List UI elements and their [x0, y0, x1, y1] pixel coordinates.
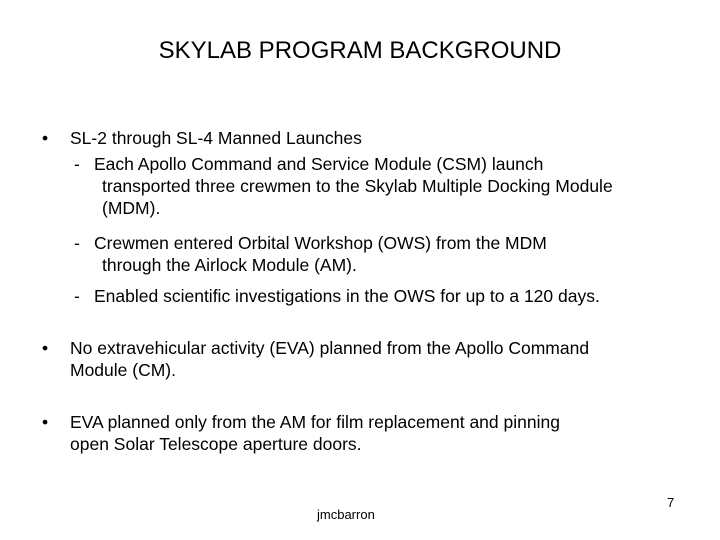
text-line: transported three crewmen to the Skylab Multiple Docking Module: [102, 176, 613, 196]
slide-title: SKYLAB PROGRAM BACKGROUND: [158, 37, 562, 64]
bullet-marker: •: [42, 128, 49, 148]
page-number: 7: [667, 495, 675, 510]
text-line: open Solar Telescope aperture doors.: [70, 434, 362, 454]
bullet-text: SL-2 through SL-4 Manned Launches: [70, 128, 362, 148]
sub-item-marker: -: [74, 154, 80, 174]
bullet-text: [70, 337, 589, 381]
bullet-text: [70, 411, 560, 455]
text-line: (MDM).: [102, 198, 161, 218]
text-line: Enabled scientific investigations in the OWS for up to a 120 days.: [94, 286, 600, 306]
sub-item-text: [94, 232, 547, 276]
text-line: Module (CM).: [70, 360, 176, 380]
text-line: EVA planned only from the AM for film replacement and pinning: [70, 412, 560, 432]
sub-item-text: [94, 153, 613, 219]
footer-author: jmcbarron: [317, 507, 375, 522]
bullet-marker: •: [42, 412, 49, 432]
text-line: Each Apollo Command and Service Module (CSM) launch: [94, 154, 544, 174]
text-line: through the Airlock Module (AM).: [102, 255, 357, 275]
text-line: No extravehicular activity (EVA) planned from the Apollo Command: [70, 338, 590, 358]
bullet-marker: •: [42, 338, 49, 358]
sub-item-marker: -: [74, 286, 80, 306]
sub-item-marker: -: [74, 233, 80, 253]
text-line: Crewmen entered Orbital Workshop (OWS) from the MDM: [94, 233, 547, 253]
sub-item-text: [94, 285, 600, 307]
